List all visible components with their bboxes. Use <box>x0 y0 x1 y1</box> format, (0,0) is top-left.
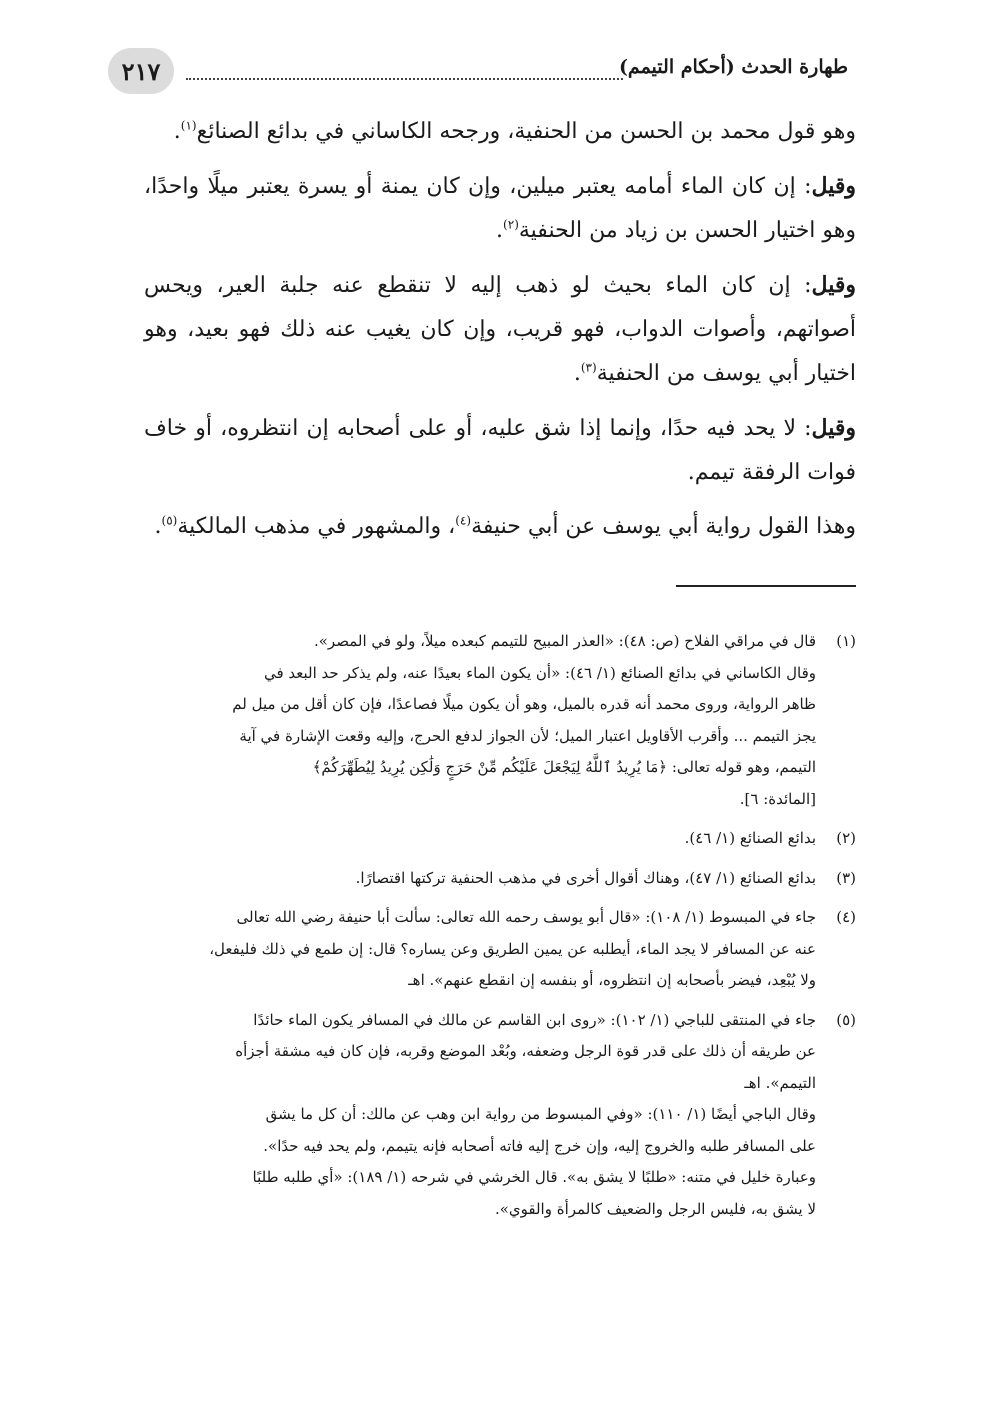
running-title: طهارة الحدث (أحكام التيمم) <box>618 56 848 78</box>
footnote-ref-2[interactable]: (٢) <box>503 217 519 232</box>
footnote-2: (٢) بدائع الصنائع (١/ ٤٦). <box>144 823 856 855</box>
main-text <box>144 110 856 559</box>
paragraph-1: وهو قول محمد بن الحسن من الحنفية، ورجحه الكاساني في بدائع الصنائع$^{(١)}$. <box>173 118 856 144</box>
qila-lead: وقيل <box>811 415 856 441</box>
footnote-ref-1[interactable]: (١) <box>180 118 197 133</box>
footnote-3: (٣) بدائع الصنائع (١/ ٤٧)، وهناك أقوال أخرى في مذهب الحنفية تركتها اقتصارًا. <box>144 863 856 895</box>
footnote-number: (٥) <box>836 1010 856 1029</box>
footnote-1: (١) قال في مراقي الفلاح (ص: ٤٨): «العذر المبيح للتيمم كبعده ميلاً، ولو في المصر». وقال الكاساني في بدائع الصنائع (١/ ٤٦): «أن يكون الماء بعيدًا عنه، ولم يذكر حد البعد في ظاهر الرواية، وروى محمد أنه قدره بالميل، وهو أن يكون ميلًا فصاعدًا، فإن كان أقل من ميل لم يجز التيمم ... وأقرب الأقاويل اعتبار الميل؛ لأن الجواز لدفع الحرج، وإليه وقعت الإشارة في آية التيمم، وهو قوله تعالى: ﴿مَا يُرِيدُ ٱللَّهُ لِيَجْعَلَ عَلَيْكُم مِّنْ حَرَجٍ وَلَٰكِن يُرِيدُ لِيُطَهِّرَكُمْ﴾ [المائدة: ٦]. <box>144 626 856 815</box>
qila-lead: وقيل <box>811 272 856 298</box>
page-number: ٢١٧ <box>108 48 174 94</box>
footnote-5-continued: وقال الباجي أيضًا (١/ ١١٠): «وفي المبسوط من رواية ابن وهب عن مالك: أن كل ما يشق على المسافر طلبه والخروج إليه، وإن خرج إليه فاته أصحابه فإنه يتيمم، ولم يحد فيه حدًا». وعبارة خليل في متنه: «طلبًا لا يشق به». قال الخرشي في شرحه (١/ ١٨٩): «أي طلبه طلبًا لا يشق به، فليس الرجل والضعيف كالمرأة والقوي». <box>252 1105 816 1218</box>
footnote-ref-5[interactable]: (٥) <box>161 513 178 528</box>
footnote-ref-4[interactable]: (٤) <box>455 513 472 528</box>
footnote-number: (٣) <box>836 868 856 887</box>
footnote-5: (٥) جاء في المنتقى للباجي (١/ ١٠٢): «روى ابن القاسم عن مالك في المسافر يكون الماء حائدًا عن طريقه أن ذلك على قدر قوة الرجل وضعفه، وبُعْد الموضع وقربه، فإن كان فيه مشقة أجزأه التيمم». اهـ <box>144 1005 856 1100</box>
footnote-4: (٤) جاء في المبسوط (١/ ١٠٨): «قال أبو يوسف رحمه الله تعالى: سألت أبا حنيفة رضي الله تعالى عنه عن المسافر لا يجد الماء، أيطلبه عن يمين الطريق وعن يساره؟ قال: إن طمع في ذلك فليفعل، ولا يُبْعِد، فيضر بأصحابه إن انتظروه، أو بنفسه إن انقطع عنهم». اهـ <box>144 902 856 997</box>
header-dotted-leader <box>186 78 623 80</box>
footnote-ref-3[interactable]: (٣) <box>580 360 597 375</box>
footnote-number: (٢) <box>836 829 856 847</box>
footnotes <box>144 626 856 1225</box>
qila-lead: وقيل <box>811 173 856 199</box>
footnote-number: (١) <box>836 632 856 650</box>
footnote-separator <box>676 585 856 587</box>
footnote-number: (٤) <box>836 908 856 926</box>
page-header <box>108 48 848 96</box>
paragraph-4: وقيل: لا يحد فيه حدًا، وإنما إذا شق عليه، أو على أصحابه إن انتظروه، أو خاف فوات الرفقة تيمم. <box>144 415 856 485</box>
paragraph-5: وهذا القول رواية أبي يوسف عن أبي حنيفة$^{(٤)}$، والمشهور في مذهب المالكية$^{(٥)}$. <box>154 513 856 539</box>
quran-verse: التيمم، وهو قوله تعالى: ﴿مَا يُرِيدُ ٱللَّهُ لِيَجْعَلَ عَلَيْكُم مِّنْ حَرَجٍ وَلَٰكِن يُرِيدُ لِيُطَهِّرَكُمْ﴾ <box>312 758 816 776</box>
paragraph-2: وقيل: إن كان الماء أمامه يعتبر ميلين، وإن كان يمنة أو يسرة يعتبر ميلًا واحدًا، وهو اختيار الحسن بن زياد من الحنفية$^{(٢)}$. <box>144 173 856 243</box>
paragraph-3: وقيل: إن كان الماء بحيث لو ذهب إليه لا تنقطع عنه جلبة العير، ويحس أصواتهم، وأصوات الدواب، فهو قريب، وإن كان يغيب عنه ذلك فهو بعيد، وهو اختيار أبي يوسف من الحنفية$^{(٣)}$. <box>144 272 856 386</box>
